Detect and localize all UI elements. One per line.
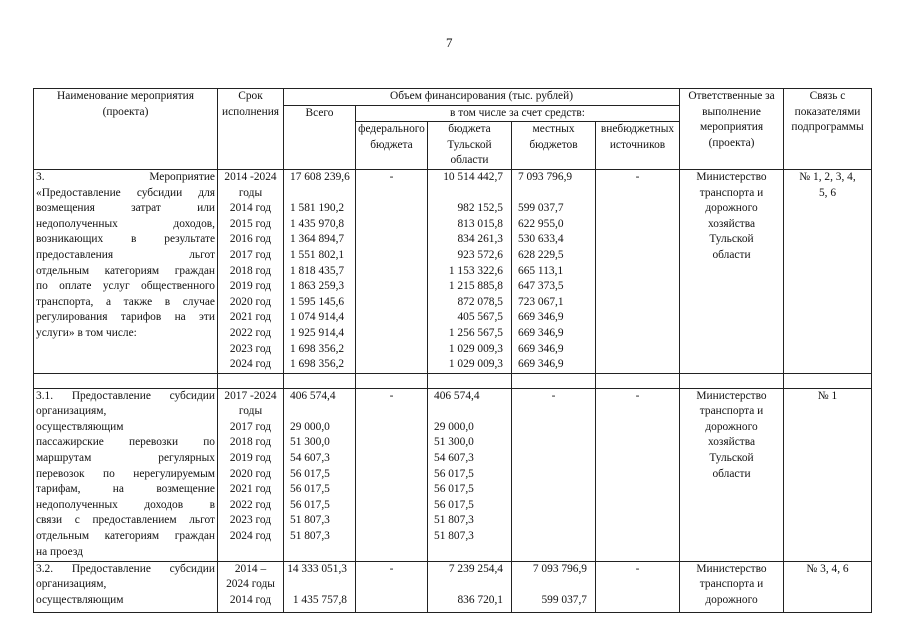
- cell-line: [430, 577, 509, 593]
- cell-line: 2023 год: [229, 342, 272, 355]
- row-extra: -: [635, 170, 640, 183]
- header-link: Связь с показателями подпрограммы: [784, 89, 872, 170]
- cell-line: недополученных доходов,: [36, 217, 215, 230]
- table-row: [34, 388, 872, 561]
- cell-line: Министерство: [696, 389, 767, 402]
- cell-line: 7 239 254,4: [448, 562, 503, 575]
- cell-line: 3.2. Предоставление субсидии: [36, 562, 215, 575]
- cell-line: 56 017,5: [290, 483, 330, 496]
- cell-line: 1 595 145,6: [290, 295, 345, 308]
- cell-line: № 1: [817, 389, 838, 402]
- cell-line: 2020 год: [229, 467, 272, 480]
- cell-line: 2024 год: [229, 530, 272, 543]
- row-link: [784, 388, 872, 561]
- header-period: Срок исполнения: [218, 89, 284, 170]
- cell-line: 5, 6: [818, 186, 837, 199]
- header-local: местных бюджетов: [512, 122, 596, 170]
- cell-line: пассажирские перевозки по: [36, 436, 215, 449]
- row-regional: [428, 561, 512, 612]
- cell-line: 2022 год: [229, 498, 272, 511]
- row-total: [284, 388, 356, 561]
- cell-line: 2019 год: [229, 280, 272, 293]
- cell-line: 51 807,3: [434, 514, 474, 527]
- cell-line: 2018 год: [229, 436, 272, 449]
- cell-line: 56 017,5: [434, 467, 474, 480]
- cell-line: 2017 год: [229, 420, 272, 433]
- cell-line: хозяйства: [707, 217, 756, 230]
- cell-line: 834 261,3: [457, 233, 503, 246]
- cell-line: 54 607,3: [290, 452, 330, 465]
- header-including: в том числе за счет средств:: [356, 105, 680, 122]
- table-row: [34, 561, 872, 612]
- row-federal: -: [389, 389, 394, 402]
- cell-line: 1 698 356,2: [290, 358, 345, 371]
- cell-line: 669 346,9: [518, 326, 564, 339]
- row-extra: -: [635, 562, 640, 575]
- cell-line: 51 807,3: [290, 514, 330, 527]
- cell-line: возникающих в результате: [36, 233, 215, 246]
- row-extra: -: [635, 389, 640, 402]
- cell-line: «Предоставление субсидии для: [36, 186, 215, 199]
- cell-line: 1 818 435,7: [290, 264, 345, 277]
- cell-line: 17 608 239,6: [290, 170, 350, 183]
- cell-line: 2017 год: [229, 248, 272, 261]
- cell-line: [286, 404, 353, 420]
- row-local: [512, 169, 596, 373]
- cell-line: Министерство: [696, 562, 767, 575]
- cell-line: [430, 404, 509, 420]
- cell-line: [286, 577, 353, 593]
- row-name: [34, 561, 218, 612]
- cell-line: 1 863 259,3: [290, 280, 345, 293]
- row-federal: -: [389, 170, 394, 183]
- cell-line: 1 029 009,3: [448, 358, 503, 371]
- cell-line: 51 807,3: [434, 530, 474, 543]
- cell-line: 2023 год: [229, 514, 272, 527]
- cell-line: 56 017,5: [434, 498, 474, 511]
- cell-line: 2021 год: [229, 311, 272, 324]
- cell-line: маршрутам регулярных: [36, 452, 215, 465]
- cell-line: отдельным категориям граждан: [36, 530, 215, 543]
- row-period: [218, 388, 284, 561]
- cell-line: 2022 год: [229, 326, 272, 339]
- cell-line: 2016 год: [229, 233, 272, 246]
- cell-line: 2017 -2024: [224, 389, 277, 402]
- page-number: 7: [446, 35, 453, 50]
- cell-line: регулирования тарифов на эти: [36, 311, 215, 324]
- cell-line: 51 300,0: [290, 436, 330, 449]
- cell-line: 7 093 796,9: [518, 170, 573, 183]
- row-regional: [428, 388, 512, 561]
- cell-line: области: [712, 467, 751, 480]
- cell-line: 628 229,5: [518, 248, 564, 261]
- cell-line: 622 955,0: [518, 217, 564, 230]
- cell-line: 599 037,7: [518, 202, 564, 215]
- cell-line: № 3, 4, 6: [806, 562, 849, 575]
- row-name: [34, 388, 218, 561]
- cell-line: 599 037,7: [541, 593, 587, 606]
- cell-line: 56 017,5: [290, 498, 330, 511]
- cell-line: дорожного: [705, 202, 758, 215]
- cell-line: 406 574,4: [290, 389, 336, 402]
- cell-line: 2014 -2024: [224, 170, 277, 183]
- cell-line: по оплате услуг общественного: [36, 280, 215, 293]
- row-link: [784, 169, 872, 373]
- cell-line: 1 029 009,3: [448, 342, 503, 355]
- cell-line: 923 572,6: [457, 248, 503, 261]
- cell-line: 1 074 914,4: [290, 311, 345, 324]
- cell-line: 2014 год: [229, 202, 272, 215]
- header-responsible: Ответственные за выполнение мероприятия (проекта): [680, 89, 784, 170]
- cell-line: 14 333 051,3: [287, 562, 347, 575]
- cell-line: 2014 год: [229, 593, 272, 606]
- header-total: Всего: [284, 105, 356, 169]
- row-period: [218, 561, 284, 612]
- cell-line: 2020 год: [229, 295, 272, 308]
- cell-line: предоставления льгот: [36, 248, 215, 261]
- cell-line: Министерство: [696, 170, 767, 183]
- cell-line: 872 078,5: [457, 295, 503, 308]
- cell-line: связи с предоставлением льгот: [36, 514, 215, 527]
- row-local: [512, 561, 596, 612]
- cell-line: 54 607,3: [434, 452, 474, 465]
- cell-line: отдельным категориям граждан: [36, 264, 215, 277]
- row-period: [218, 169, 284, 373]
- cell-line: транспорта и: [699, 578, 764, 591]
- cell-line: 2024 год: [229, 358, 272, 371]
- cell-line: 2018 год: [229, 264, 272, 277]
- cell-line: организациям,: [36, 405, 107, 418]
- cell-line: 51 300,0: [434, 436, 474, 449]
- row-total: [284, 169, 356, 373]
- cell-line: [514, 577, 593, 593]
- cell-line: перевозок по нерегулируемым: [36, 467, 215, 480]
- cell-line: транспорта и: [699, 405, 764, 418]
- cell-line: услуги» в том числе:: [36, 326, 137, 339]
- cell-line: годы: [238, 186, 263, 199]
- cell-line: 29 000,0: [290, 420, 330, 433]
- cell-line: 3.1. Предоставление субсидии: [36, 389, 215, 402]
- cell-line: 10 514 442,7: [443, 170, 503, 183]
- cell-line: 836 720,1: [457, 593, 503, 606]
- cell-line: 56 017,5: [434, 483, 474, 496]
- cell-line: № 1, 2, 3, 4,: [799, 170, 856, 183]
- cell-line: 1 581 190,2: [290, 202, 345, 215]
- cell-line: 29 000,0: [434, 420, 474, 433]
- row-link: [784, 561, 872, 612]
- cell-line: 1 364 894,7: [290, 233, 345, 246]
- cell-line: осуществляющим: [36, 420, 124, 433]
- cell-line: 1 215 885,8: [448, 280, 503, 293]
- cell-line: дорожного: [705, 420, 758, 433]
- row-regional: [428, 169, 512, 373]
- table-body: [34, 169, 872, 612]
- header-funding: Объем финансирования (тыс. рублей): [284, 89, 680, 106]
- cell-line: 982 152,5: [457, 202, 503, 215]
- cell-line: 1 925 914,4: [290, 326, 345, 339]
- cell-line: 647 373,5: [518, 280, 564, 293]
- header-regional: бюджета Тульской области: [428, 122, 512, 170]
- cell-line: 3. Мероприятие: [36, 170, 215, 183]
- cell-line: тарифам, на возмещение: [36, 483, 215, 496]
- row-local: [512, 388, 596, 561]
- cell-line: 669 346,9: [518, 311, 564, 324]
- cell-line: организациям,: [36, 578, 107, 591]
- cell-line: 1 256 567,5: [448, 326, 503, 339]
- cell-line: -: [551, 389, 556, 402]
- row-total: [284, 561, 356, 612]
- row-federal: -: [389, 562, 394, 575]
- header-extra: внебюджетных источников: [596, 122, 680, 170]
- cell-line: 2019 год: [229, 452, 272, 465]
- cell-line: осуществляющим: [36, 593, 124, 606]
- header-name: Наименование мероприятия (проекта): [34, 89, 218, 170]
- cell-line: 1 551 802,1: [290, 248, 345, 261]
- cell-line: 1 153 322,6: [448, 264, 503, 277]
- cell-line: годы: [238, 405, 263, 418]
- blank-row: [34, 373, 872, 388]
- cell-line: [430, 186, 509, 202]
- cell-line: 669 346,9: [518, 342, 564, 355]
- row-name: [34, 169, 218, 373]
- cell-line: хозяйства: [707, 436, 756, 449]
- cell-line: 665 113,1: [518, 264, 564, 277]
- financing-table: [33, 88, 872, 613]
- cell-line: 2015 год: [229, 217, 272, 230]
- cell-line: [514, 186, 593, 202]
- cell-line: 406 574,4: [434, 389, 480, 402]
- cell-line: Тульской: [709, 452, 754, 465]
- cell-line: 2021 год: [229, 483, 272, 496]
- cell-line: 669 346,9: [518, 358, 564, 371]
- cell-line: области: [712, 248, 751, 261]
- row-responsible: [680, 169, 784, 373]
- cell-line: 405 567,5: [457, 311, 503, 324]
- cell-line: возмещения затрат или: [36, 202, 215, 215]
- cell-line: 1 435 757,8: [292, 593, 347, 606]
- cell-line: 2024 годы: [226, 578, 275, 591]
- table-row: [34, 169, 872, 373]
- cell-line: недополученных доходов в: [36, 498, 215, 511]
- cell-line: транспорта и: [699, 186, 764, 199]
- row-responsible: [680, 561, 784, 612]
- cell-line: Тульской: [709, 233, 754, 246]
- cell-line: 723 067,1: [518, 295, 564, 308]
- cell-line: 7 093 796,9: [532, 562, 587, 575]
- cell-line: 2014 –: [234, 562, 267, 575]
- cell-line: 530 633,4: [518, 233, 564, 246]
- cell-line: 56 017,5: [290, 467, 330, 480]
- cell-line: 1 435 970,8: [290, 217, 345, 230]
- cell-line: 51 807,3: [290, 530, 330, 543]
- cell-line: [286, 186, 353, 202]
- header-federal: федерального бюджета: [356, 122, 428, 170]
- cell-line: дорожного: [705, 593, 758, 606]
- cell-line: на проезд: [36, 545, 83, 558]
- row-responsible: [680, 388, 784, 561]
- cell-line: транспорта, а также в случае: [36, 295, 215, 308]
- cell-line: 1 698 356,2: [290, 342, 345, 355]
- cell-line: 813 015,8: [457, 217, 503, 230]
